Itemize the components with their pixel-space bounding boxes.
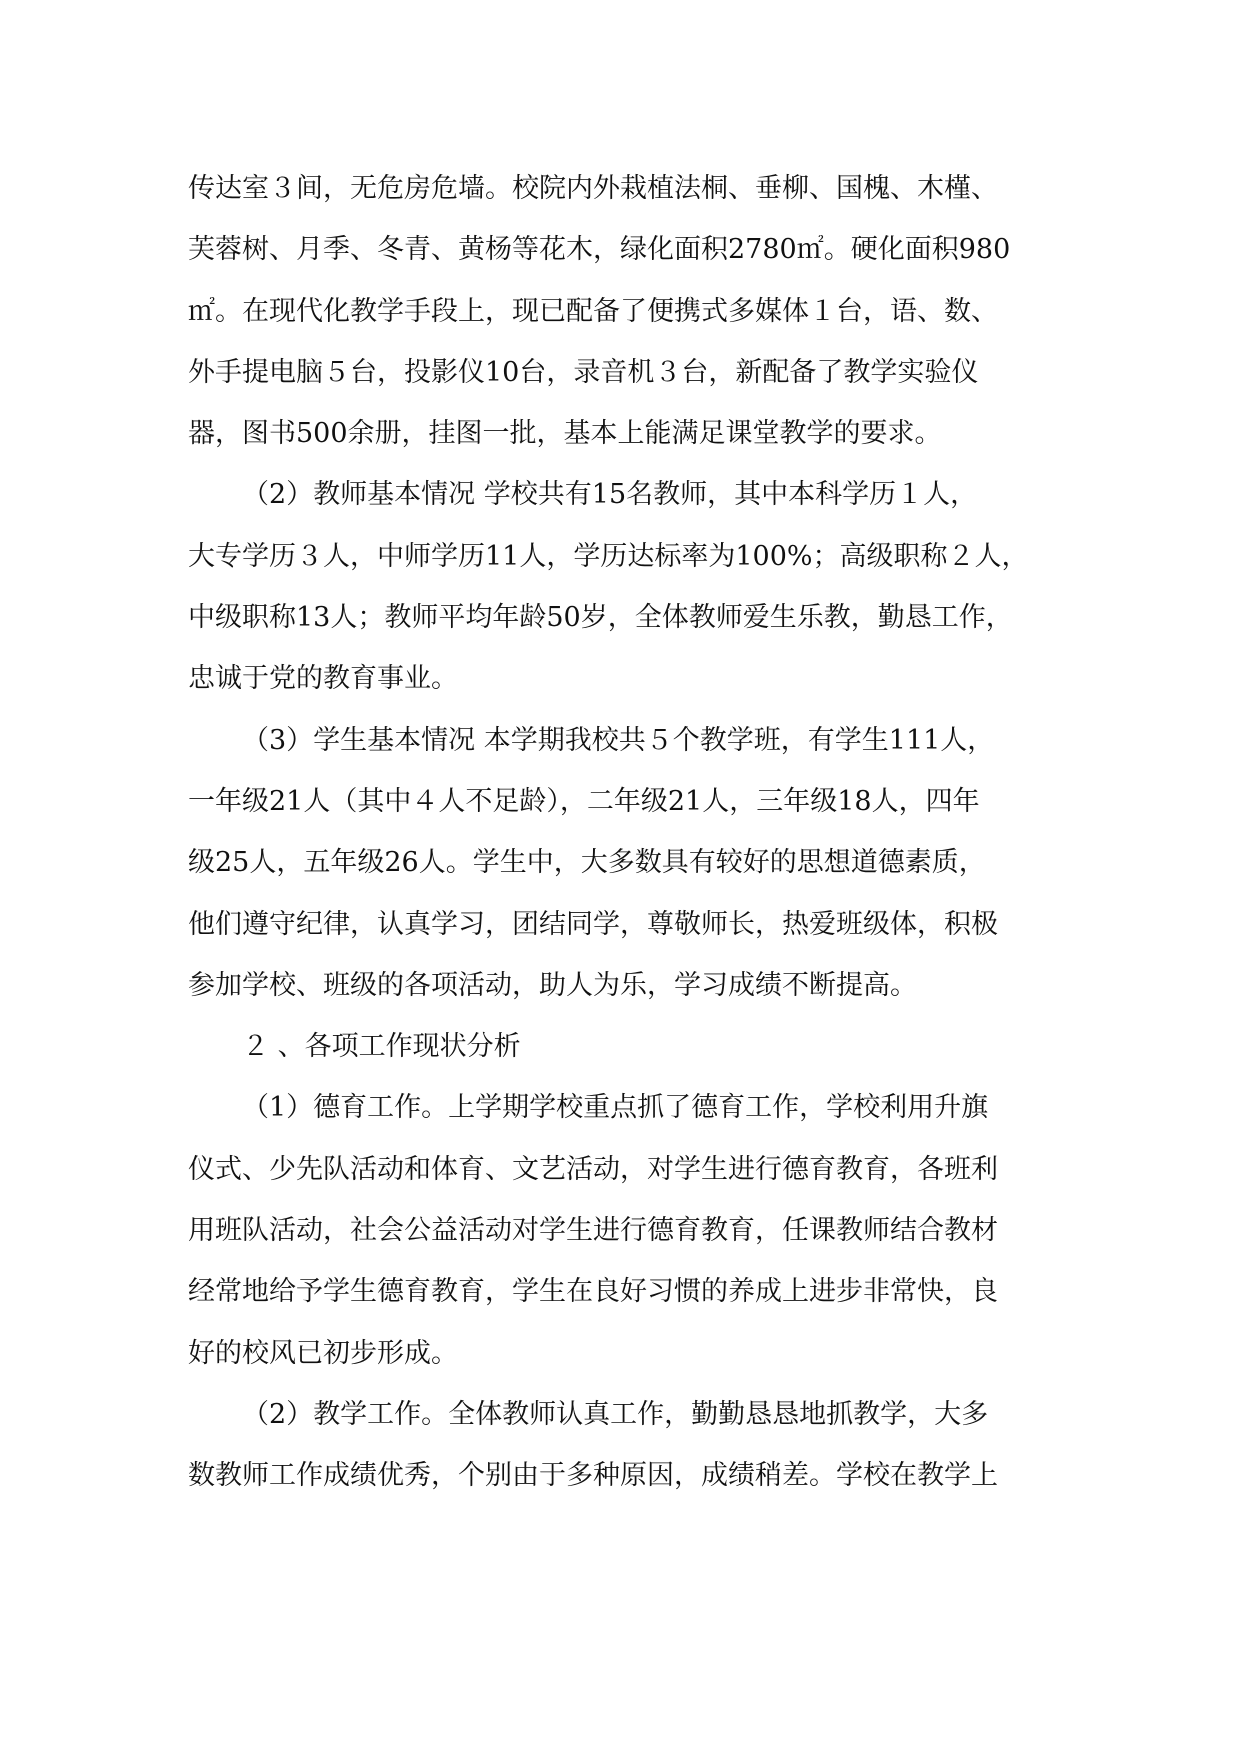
text-line: 忠诚于党的教育事业。	[188, 663, 458, 695]
paragraph-teachers-start: （2）教师基本情况 学校共有15名教师，其中本科学历１人，	[242, 479, 978, 511]
text-line: 传达室３间，无危房危墙。校院内外栽植法桐、垂柳、国槐、木槿、	[188, 173, 998, 204]
text-line: 大专学历３人，中师学历11人，学历达标率为100%；高级职称２人，	[188, 540, 1029, 572]
paragraph-teaching-start: （2）教学工作。全体教师认真工作，勤勤恳恳地抓教学，大多	[242, 1398, 989, 1430]
text-line: 器，图书500余册，挂图一批，基本上能满足课堂教学的要求。	[188, 418, 942, 450]
text-line: 外手提电脑５台，投影仪10台，录音机３台，新配备了教学实验仪	[188, 356, 979, 388]
text-line: 用班队活动，社会公益活动对学生进行德育教育，任课教师结合教材	[188, 1215, 998, 1247]
text-line: 好的校风已初步形成。	[188, 1337, 458, 1369]
text-line: 仪式、少先队活动和体育、文艺活动，对学生进行德育教育，各班利	[188, 1153, 998, 1185]
text-line: ㎡。在现代化教学手段上，现已配备了便携式多媒体１台，语、数、	[188, 295, 998, 327]
text-line: 芙蓉树、月季、冬青、黄杨等花木，绿化面积2780㎡。硬化面积980	[188, 234, 1011, 266]
text-line: 一年级21人（其中４人不足龄），二年级21人，三年级18人，四年	[188, 785, 980, 817]
text-line: 参加学校、班级的各项活动，助人为乐，学习成绩不断提高。	[188, 969, 917, 1001]
text-line: 经常地给予学生德育教育，学生在良好习惯的养成上进步非常快，良	[188, 1276, 998, 1308]
document-body	[188, 158, 1068, 1507]
text-line: 中级职称13人；教师平均年龄50岁，全体教师爱生乐教，勤恳工作，	[188, 602, 1013, 634]
paragraph-students-start: （3）学生基本情况 本学期我校共５个教学班，有学生111人，	[242, 724, 995, 756]
text-line: 他们遵守纪律，认真学习，团结同学，尊敬师长，热爱班级体，积极	[188, 908, 998, 940]
section-heading: ２ 、各项工作现状分析	[242, 1031, 521, 1063]
text-line: 数教师工作成绩优秀，个别由于多种原因，成绩稍差。学校在教学上	[188, 1460, 998, 1492]
text-line: 级25人，五年级26人。学生中，大多数具有较好的思想道德素质，	[188, 847, 986, 879]
paragraph-moral-start: （1）德育工作。上学期学校重点抓了德育工作，学校利用升旗	[242, 1092, 989, 1124]
